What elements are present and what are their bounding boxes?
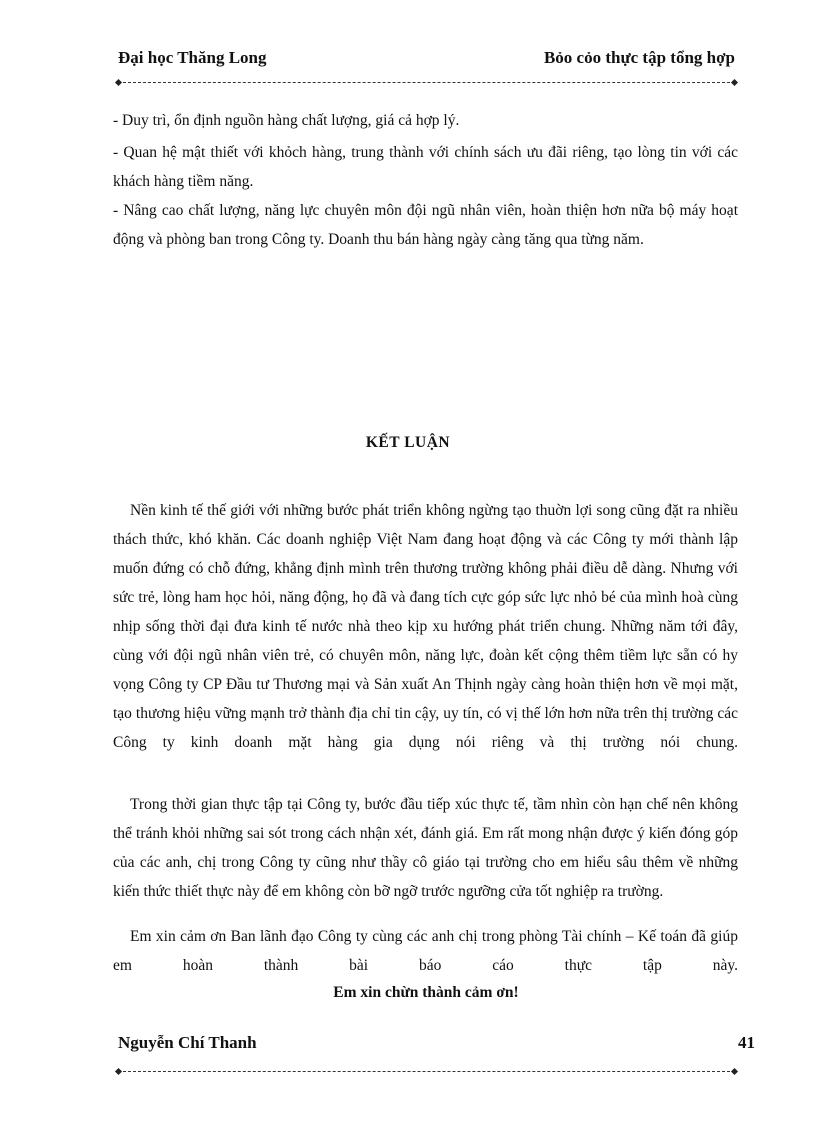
closing-thanks: Em xin chừn thành cảm ơn! — [333, 984, 519, 1001]
report-title: Bỏo cỏo thực tập tổng hợp — [543, 48, 735, 67]
section-title: KẾT LUẬN — [365, 434, 451, 451]
bullet-item: - Quan hệ mật thiết với khỏch hàng, trung thành với chính sách ưu đãi riêng, tạo lòng tin với các khách hàng tiềm năng. — [113, 144, 738, 190]
conclusion-paragraph: Em xin cảm ơn Ban lãnh đạo Công ty cùng các anh chị trong phòng Tài chính – Kế toán đã giúp em hoàn thành bài báo cáo thực tập này. — [113, 928, 738, 974]
conclusion-paragraph: Nền kinh tế thế giới với những bước phát triển không ngừng tạo thuờn lợi song cũng đặt ra nhiều thách thức, khó khăn. Các doanh nghiệp Việt Nam đang hoạt động và các Công ty mới thành lập muốn đứng có chỗ đứng, khẳng định mình trên thương trường không phải điều dễ dàng. Nhưng với sức trẻ, lòng ham học hỏi, năng động, họ đã và đang tích cực góp sức lực nhỏ bé của mình hoà cùng nhịp sống thời đại đưa kinh tế nước nhà theo kịp xu hướng phát triển chung. Những năm tới đây, cùng với đội ngũ nhân viên trẻ, có chuyên môn, năng lực, đoàn kết cộng thêm tiềm lực sẵn có hy vọng Công ty CP Đầu tư Thương mại và Sản xuất An Thịnh ngày càng hoàn thiện hơn về mọi mặt, tạo thương hiệu vững mạnh trở thành địa chỉ tin cậy, uy tín, có vị thế lớn hơn nữa trên thị trường các Công ty kinh doanh mặt hàng gia dụng nói riêng và thị trường nói chung. — [113, 502, 738, 751]
conclusion-paragraph: Trong thời gian thực tập tại Công ty, bước đầu tiếp xúc thực tế, tầm nhìn còn hạn chế nên không thể tránh khỏi những sai sót trong cách nhận xét, đánh giá. Em rất mong nhận được ý kiến đóng góp của các anh, chị trong Công ty cũng như thầy cô giáo tại trường cho em hiểu sâu thêm về những kiến thức thiết thực này để em không còn bỡ ngỡ trước ngưỡng cửa tốt nghiệp ra trường. — [113, 796, 738, 900]
author-name: Nguyễn Chí Thanh — [118, 1033, 257, 1052]
footer-divider — [118, 1071, 735, 1072]
page-number: 41 — [738, 1033, 755, 1052]
university-name: Đại học Thăng Long — [118, 48, 267, 67]
bullet-item: - Nâng cao chất lượng, năng lực chuyên môn đội ngũ nhân viên, hoàn thiện hơn nữa bộ máy hoạt động và phòng ban trong Công ty. Doanh thu bán hàng ngày càng tăng qua từng năm. — [113, 202, 738, 248]
header-divider — [118, 82, 735, 83]
bullet-item: - Duy trì, ổn định nguồn hàng chất lượng, giá cả hợp lý. — [113, 112, 460, 129]
page-header — [118, 48, 735, 74]
